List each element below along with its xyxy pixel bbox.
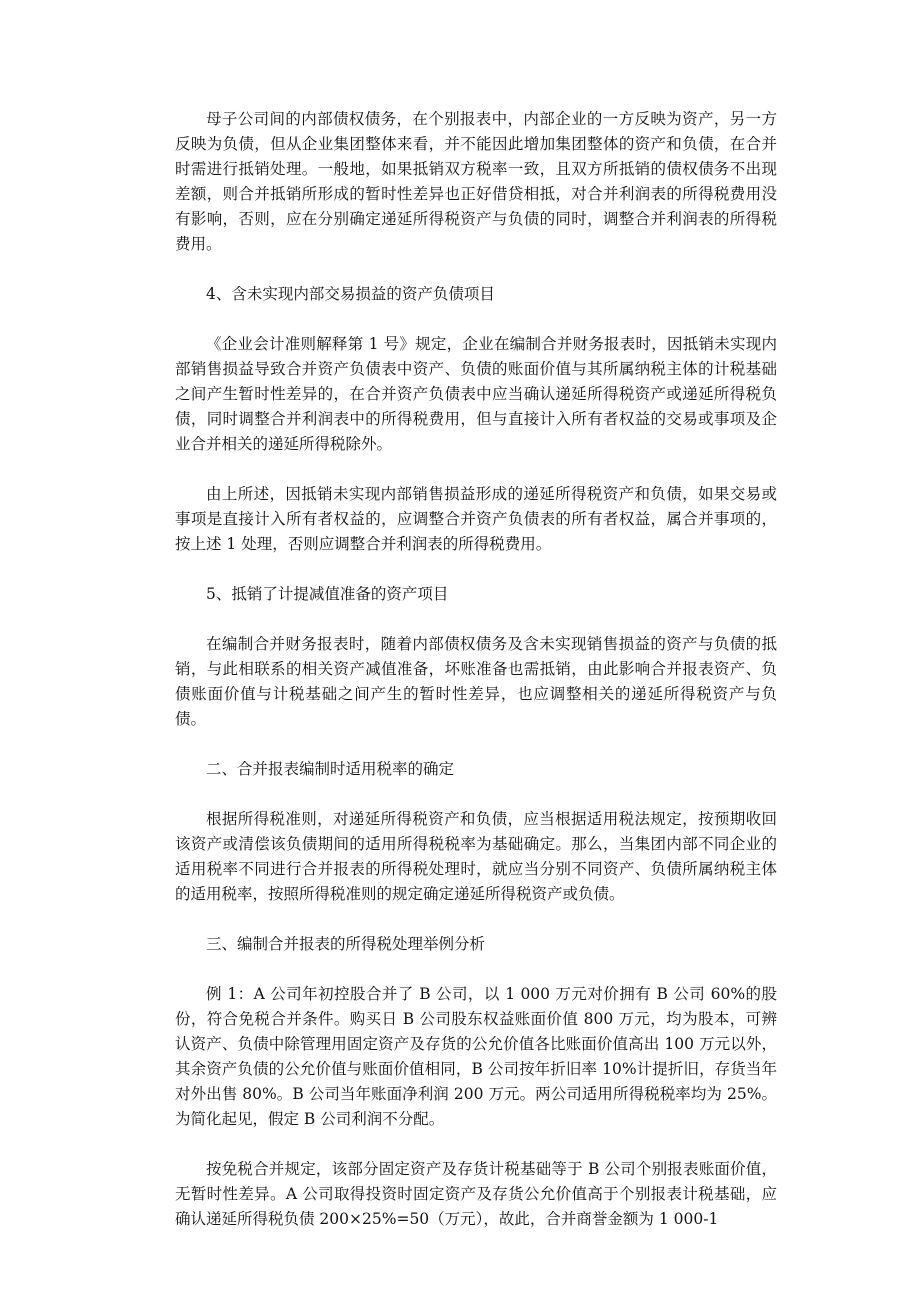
paragraph-tax-free-merger: 按免税合并规定，该部分固定资产及存货计税基础等于 B 公司个别报表账面价值，无暂时性差异。A 公司取得投资时固定资产及存货公允价值高于个别报表计税基础，应确认递延所得税负债 200×25%=50（万元），故此，合并商誉金额为 1 000-1	[175, 1160, 777, 1228]
paragraph-summary-above: 由上所述，因抵销未实现内部销售损益形成的递延所得税资产和负债，如果交易或事项是直接计入所有者权益的，应调整合并资产负债表的所有者权益，属合并事项的，按上述 1 处理，否则应调整合并利润表的所得税费用。	[175, 485, 777, 553]
paragraph-interpretation-no1: 《企业会计准则解释第 1 号》规定，企业在编制合并财务报表时，因抵销未实现内部销售损益导致合并资产负债表中资产、负债的账面价值与其所属纳税主体的计税基础之间产生暂时性差异的，在合并资产负债表中应当确认递延所得税资产或递延所得税负债，同时调整合并利润表中的所得税费用，但与直接计入所有者权益的交易或事项及企业合并相关的递延所得税除外。	[175, 335, 777, 453]
paragraph-example-1: 例 1：A 公司年初控股合并了 B 公司，以 1 000 万元对价拥有 B 公司 60%的股份，符合免税合并条件。购买日 B 公司股东权益账面价值 800 万元，均为股本，可辨认资产、负债中除管理用固定资产及存货的公允价值各比账面价值高出 100 万元以外，其余资产负债的公允价值与账面价值相同，B 公司按年折旧率 10%计提折旧，存货当年对外出售 80%。B 公司当年账面净利润 200 万元。两公司适用所得税税率均为 25%。为简化起见，假定 B 公司利润不分配。	[175, 985, 777, 1128]
document-body	[175, 107, 777, 1257]
heading-section-5: 5、抵销了计提减值准备的资产项目	[206, 585, 449, 603]
paragraph-internal-debt-offset: 母子公司间的内部债权债务，在个别报表中，内部企业的一方反映为资产，另一方反映为负债，但从企业集团整体来看，并不能因此增加集团整体的资产和负债，在合并时需进行抵销处理。一般地，如果抵销双方税率一致，且双方所抵销的债权债务不出现差额，则合并抵销所形成的暂时性差异也正好借贷相抵，对合并利润表的所得税费用没有影响，否则，应在分别确定递延所得税资产与负债的同时，调整合并利润表的所得税费用。	[175, 110, 777, 253]
paragraph-impairment-offset: 在编制合并财务报表时，随着内部债权债务及含未实现销售损益的资产与负债的抵销，与此相联系的相关资产减值准备，坏账准备也需抵销，由此影响合并报表资产、负债账面价值与计税基础之间产生的暂时性差异，也应调整相关的递延所得税资产与负债。	[175, 635, 777, 728]
heading-part-2: 二、合并报表编制时适用税率的确定	[206, 760, 455, 778]
heading-part-3: 三、编制合并报表的所得税处理举例分析	[206, 935, 486, 953]
paragraph-tax-rate-rule: 根据所得税准则，对递延所得税资产和负债，应当根据适用税法规定，按预期收回该资产或清偿该负债期间的适用所得税税率为基础确定。那么，当集团内部不同企业的适用税率不同进行合并报表的所得税处理时，就应当分别不同资产、负债所属纳税主体的适用税率，按照所得税准则的规定确定递延所得税资产或负债。	[175, 810, 777, 903]
heading-section-4: 4、含未实现内部交易损益的资产负债项目	[206, 285, 495, 303]
